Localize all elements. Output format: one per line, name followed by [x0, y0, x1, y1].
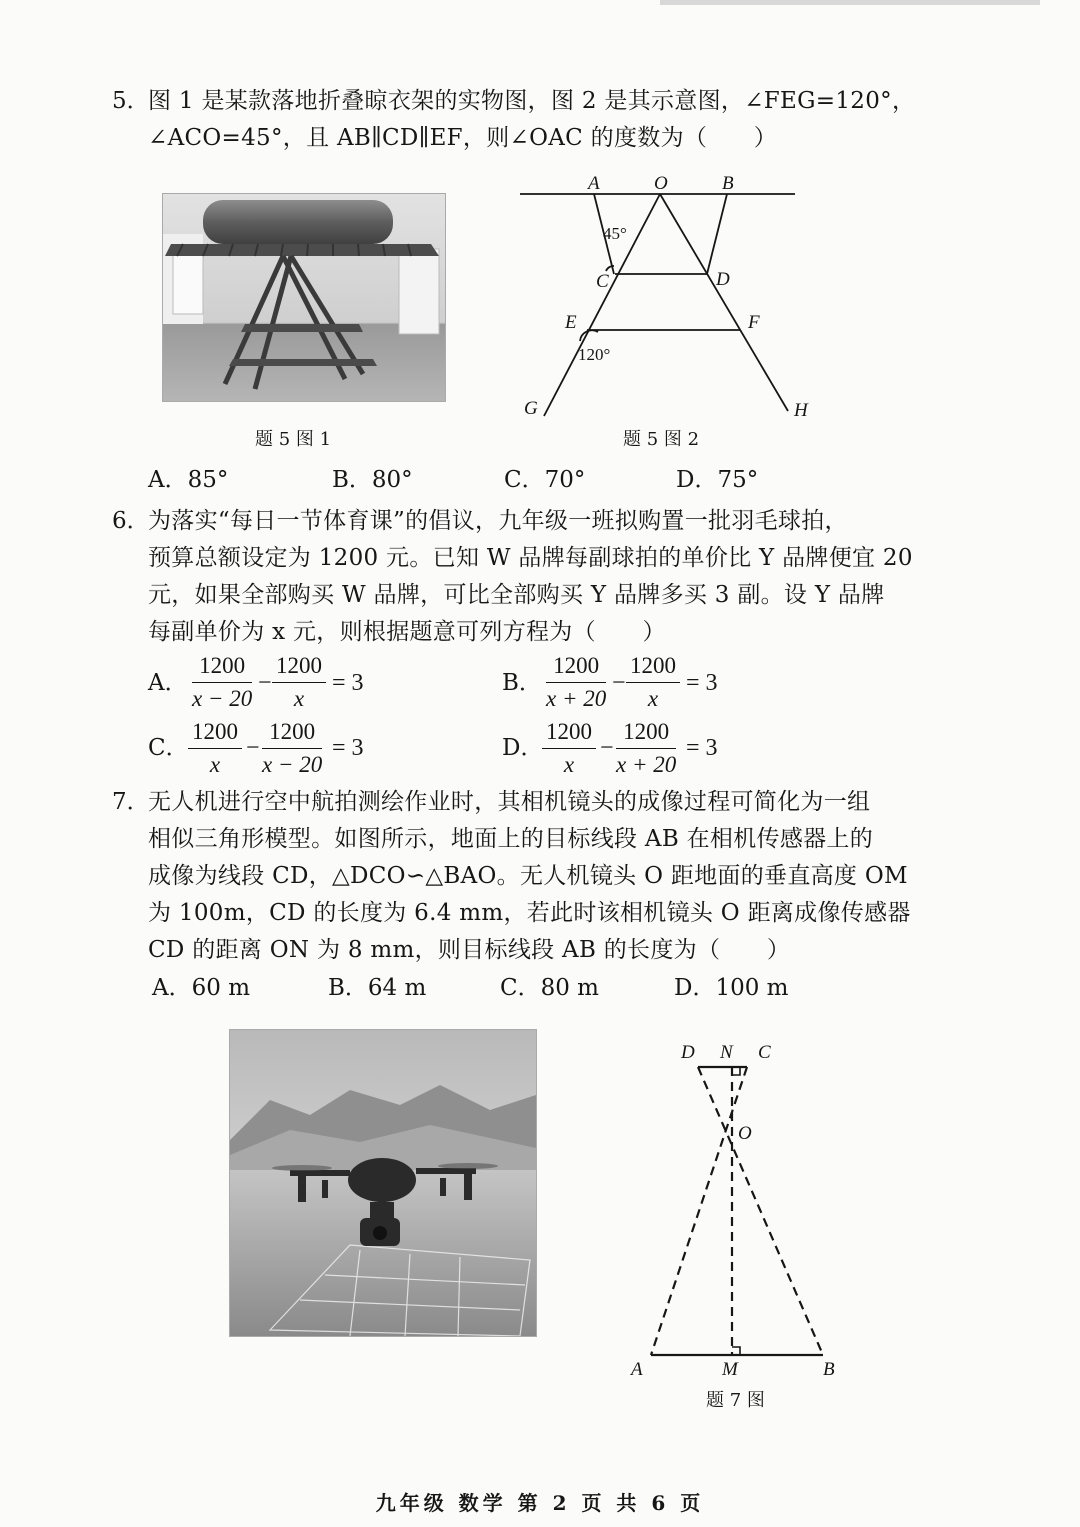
q6-option-b-frac2: $\frac{1200}{x}$ [626, 650, 680, 715]
q6-text-line3: 元，如果全部购买 W 品牌，可比全部购买 Y 品牌多买 3 副。设 Y 品牌 [148, 582, 885, 608]
q6-option-d-minus: − [600, 735, 614, 761]
q6-option-d-label: D． [502, 735, 544, 761]
q5-option-c[interactable]: C．70° [504, 467, 586, 493]
q6-option-b-label: B． [502, 670, 542, 696]
scan-edge-line [660, 0, 1040, 5]
q5-text-line2: ∠ACO=45°，且 AB∥CD∥EF，则∠OAC 的度数为（ ） [148, 125, 778, 151]
q6-option-c-frac2: $\frac{1200}{x - 20}$ [262, 716, 322, 781]
fig2-label-D: D [716, 269, 730, 290]
q6-option-a-rhs: = 3 [332, 670, 364, 696]
fig7-label-C: C [758, 1042, 771, 1063]
q5-option-b[interactable]: B．80° [332, 467, 413, 493]
fig2-label-H: H [794, 400, 808, 421]
q7-text-line3: 成像为线段 CD，△DCO∽△BAO。无人机镜头 O 距地面的垂直高度 OM [148, 863, 908, 889]
fig2-label-A: A [588, 173, 600, 194]
q7-option-a[interactable]: A．60 m [152, 975, 250, 1001]
q6-option-c-rhs: = 3 [332, 735, 364, 761]
q6-option-a-label: A． [148, 670, 188, 696]
q5-text-line1: 图 1 是某款落地折叠晾衣架的实物图，图 2 是其示意图，∠FEG=120°， [148, 88, 916, 114]
q6-text-line4: 每副单价为 x 元，则根据题意可列方程为（ ） [148, 619, 666, 645]
q7-drone-photo [229, 1029, 537, 1337]
q6-option-b-rhs: = 3 [686, 670, 718, 696]
q7-text-line1: 无人机进行空中航拍测绘作业时，其相机镜头的成像过程可简化为一组 [148, 789, 871, 815]
q6-option-b-minus: − [612, 670, 626, 696]
fig7-label-D: D [681, 1042, 695, 1063]
q7-option-b[interactable]: B．64 m [328, 975, 427, 1001]
fig7-label-N: N [720, 1042, 733, 1063]
q6-option-a-frac2: $\frac{1200}{x}$ [272, 650, 326, 715]
fig2-label-F: F [748, 312, 760, 333]
q7-triangle-diagram [620, 1035, 860, 1385]
q6-option-a-frac1: $\frac{1200}{x - 20}$ [192, 650, 252, 715]
q5-fig2-caption: 题 5 图 2 [623, 429, 700, 450]
fig7-label-M: M [722, 1359, 738, 1380]
fig2-label-O: O [654, 173, 668, 194]
q7-text-line4: 为 100m，CD 的长度为 6.4 mm，若此时该相机镜头 O 距离成像传感器 [148, 900, 911, 926]
fig7-label-O: O [738, 1123, 752, 1144]
q7-text-line2: 相似三角形模型。如图所示，地面上的目标线段 AB 在相机传感器上的 [148, 826, 874, 852]
fig7-label-A: A [631, 1359, 643, 1380]
q6-number: 6． [112, 508, 150, 534]
fig2-label-E: E [565, 312, 577, 333]
q6-option-c-frac1: $\frac{1200}{x}$ [188, 716, 242, 781]
q7-text-line5: CD 的距离 ON 为 8 mm，则目标线段 AB 的长度为（ ） [148, 937, 791, 963]
q6-option-a-minus: − [258, 670, 272, 696]
q5-option-a[interactable]: A．85° [148, 467, 229, 493]
fig7-label-B: B [823, 1359, 835, 1380]
q5-fig1-photo [162, 193, 446, 402]
q7-option-d[interactable]: D．100 m [674, 975, 789, 1001]
fig2-angle-120: 120° [578, 345, 611, 364]
q6-text-line1: 为落实“每日一节体育课”的倡议，九年级一班拟购置一批羽毛球拍， [148, 508, 848, 534]
q6-text-line2: 预算总额设定为 1200 元。已知 W 品牌每副球拍的单价比 Y 品牌便宜 20 [148, 545, 913, 571]
q6-option-d-rhs: = 3 [686, 735, 718, 761]
q5-option-d[interactable]: D．75° [676, 467, 759, 493]
q5-number: 5． [112, 88, 150, 114]
q6-option-d-frac2: $\frac{1200}{x + 20}$ [616, 716, 676, 781]
q6-option-c-minus: − [246, 735, 260, 761]
page-footer: 九年级 数学 第 2 页 共 6 页 [375, 1491, 705, 1515]
fig2-label-C: C [596, 271, 609, 292]
q6-option-d-frac1: $\frac{1200}{x}$ [542, 716, 596, 781]
fig2-label-B: B [722, 173, 734, 194]
q6-option-b-frac1: $\frac{1200}{x + 20}$ [546, 650, 606, 715]
q5-fig2-diagram [510, 168, 830, 428]
fig2-angle-45: 45° [603, 224, 627, 243]
fig2-label-G: G [524, 398, 538, 419]
q5-fig1-caption: 题 5 图 1 [255, 429, 332, 450]
q6-option-c-label: C． [148, 735, 189, 761]
q7-number: 7． [112, 789, 150, 815]
q7-option-c[interactable]: C．80 m [500, 975, 599, 1001]
q7-fig-caption: 题 7 图 [706, 1390, 765, 1411]
